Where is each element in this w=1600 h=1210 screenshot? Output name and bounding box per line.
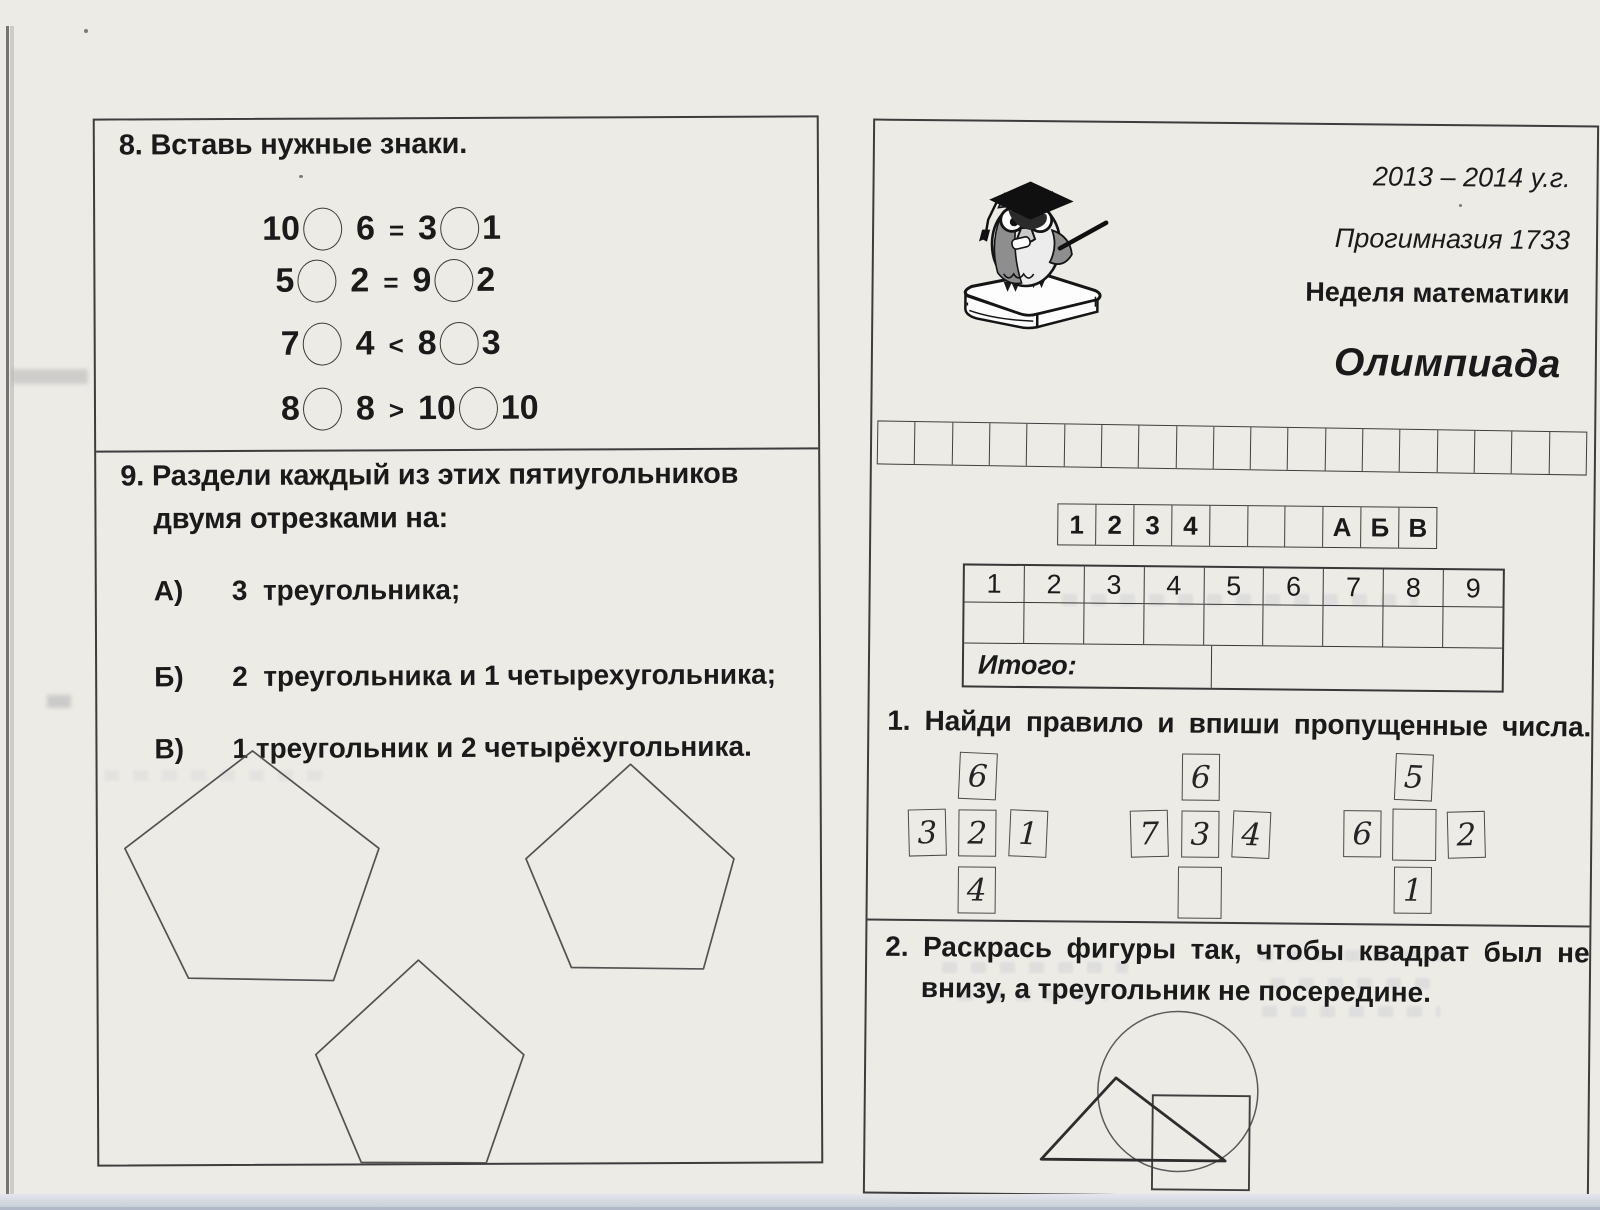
option-text: 3 треугольника; xyxy=(231,573,461,606)
score-column-header: 6 xyxy=(1263,568,1323,605)
tasks-legend-row xyxy=(1057,503,1437,549)
legend-cell: Б xyxy=(1360,507,1398,547)
pentagon-3[interactable] xyxy=(315,960,524,1164)
equation-number: 2 xyxy=(476,260,496,299)
score-cell[interactable] xyxy=(1083,604,1143,645)
answer-strip-cell[interactable] xyxy=(951,423,989,466)
answer-strip-cell[interactable] xyxy=(1138,426,1176,469)
equation-number: 6 xyxy=(355,209,376,248)
score-column-header: 9 xyxy=(1443,570,1503,607)
legend-cell: 4 xyxy=(1171,505,1209,545)
answer-strip-cell[interactable] xyxy=(1175,426,1213,469)
score-cell[interactable] xyxy=(1442,607,1502,648)
sign-placeholder-circle[interactable] xyxy=(440,206,479,249)
task8-heading: 8. Вставь нужные знаки. xyxy=(118,127,468,162)
task9-option-v xyxy=(154,731,751,766)
score-cell[interactable] xyxy=(1382,606,1442,647)
answer-strip-cell[interactable] xyxy=(1213,427,1251,470)
school-year: 2013 – 2014 у.г. xyxy=(1372,161,1571,194)
equation-number: 4 xyxy=(355,324,375,363)
cross3-right-box: 2 xyxy=(1447,811,1486,859)
sign-placeholder-circle[interactable] xyxy=(440,321,479,364)
cross1-middle-box: 2 xyxy=(958,809,996,856)
task9-option-a xyxy=(154,574,461,607)
cross2-middle-box: 3 xyxy=(1181,811,1219,858)
score-column-header: 5 xyxy=(1203,568,1263,605)
score-column-header: 3 xyxy=(1083,567,1143,604)
equation-number: 3 xyxy=(418,209,438,248)
score-values-row xyxy=(964,601,1502,647)
cross1-right-box: 1 xyxy=(1008,809,1048,858)
answer-strip-cell[interactable] xyxy=(1063,424,1101,467)
circle-shape[interactable] xyxy=(1097,1011,1259,1173)
task1-heading: 1. Найди правило и впиши пропущенные числа. xyxy=(887,704,1592,743)
sign-placeholder-circle[interactable] xyxy=(303,207,342,250)
pentagon-1[interactable] xyxy=(124,750,379,981)
answer-strip-cell[interactable] xyxy=(1324,428,1362,471)
equation-number: 7 xyxy=(280,324,300,363)
option-label: Б) xyxy=(154,661,184,693)
sign-placeholder-circle[interactable] xyxy=(303,322,342,365)
cross3-middle-box-empty[interactable] xyxy=(1392,809,1436,861)
cross2-top-box: 6 xyxy=(1182,754,1220,801)
legend-cell: В xyxy=(1398,508,1436,548)
answer-strip-cell[interactable] xyxy=(914,422,952,465)
score-header-row xyxy=(965,565,1503,606)
score-total-row xyxy=(964,642,1502,690)
answer-strip-cell[interactable] xyxy=(1101,425,1139,468)
option-label: В) xyxy=(154,733,185,765)
cross1-top-box: 6 xyxy=(958,752,998,801)
section-divider xyxy=(96,447,818,452)
equation-row xyxy=(281,320,501,367)
score-cell[interactable] xyxy=(1263,605,1323,646)
pentagon-2[interactable] xyxy=(526,764,735,970)
cross1-bottom-box: 4 xyxy=(958,866,996,913)
option-text: 2 треугольника и 1 четырехугольника; xyxy=(232,658,777,692)
equation-number: 1 xyxy=(481,208,502,247)
answer-strip-cell[interactable] xyxy=(1362,429,1400,472)
equation-number: 3 xyxy=(481,323,501,362)
cross3-left-box: 6 xyxy=(1343,810,1381,857)
equation-number: 5 xyxy=(275,261,295,300)
sign-placeholder-circle[interactable] xyxy=(459,386,498,429)
task9-heading-line1: 9. Раздели каждый из этих пятиугольников xyxy=(120,457,739,493)
score-column-header: 1 xyxy=(986,568,1002,599)
answer-strip-cell[interactable] xyxy=(1436,430,1474,473)
worksheet-page-left xyxy=(93,115,824,1166)
option-text: 1 треугольник и 2 четырёхугольника. xyxy=(232,730,752,764)
answer-strip-cell[interactable] xyxy=(1250,427,1288,470)
comparator-sign: = xyxy=(383,266,399,297)
score-column-header: 8 xyxy=(1383,569,1443,606)
equation-number: 8 xyxy=(280,389,300,428)
comparator-sign: > xyxy=(388,394,405,425)
task9-heading-line2: двумя отрезками на: xyxy=(153,502,449,536)
cross2-left-box: 7 xyxy=(1130,810,1169,858)
paper-edge-shadow xyxy=(10,26,14,1210)
answer-strip-cell[interactable] xyxy=(1399,430,1437,473)
equation-number: 10 xyxy=(262,209,301,248)
answer-strip-cell[interactable] xyxy=(1026,424,1064,467)
answer-strip-cell[interactable] xyxy=(1287,428,1325,471)
score-cell[interactable] xyxy=(1203,605,1263,646)
page-title: Олимпиада xyxy=(1333,340,1562,387)
option-label: А) xyxy=(153,575,184,607)
comparator-sign: = xyxy=(388,214,405,245)
worksheet-page-right xyxy=(863,119,1599,1201)
answer-strip-cell[interactable] xyxy=(1474,431,1512,474)
equation-row xyxy=(262,205,501,252)
equation-row xyxy=(281,385,539,432)
equation-number: 10 xyxy=(500,388,539,427)
task2-heading-line2: внизу, а треугольник не посередине. xyxy=(920,972,1432,1008)
scan-bottom-band xyxy=(0,1194,1600,1210)
legend-cell: 1 xyxy=(1069,508,1085,540)
paper-edge-line xyxy=(6,26,9,1210)
cross3-bottom-box: 1 xyxy=(1394,867,1432,914)
comparator-sign: < xyxy=(388,329,404,360)
score-column-header: 2 xyxy=(1023,566,1083,603)
total-value-cell[interactable] xyxy=(1211,646,1502,691)
score-column-header: 7 xyxy=(1323,569,1383,606)
triangle-shape[interactable] xyxy=(1041,1077,1226,1161)
cross3-top-box: 5 xyxy=(1394,753,1434,802)
equation-number: 8 xyxy=(355,389,375,428)
sign-placeholder-circle[interactable] xyxy=(303,387,342,430)
cross1-left-box: 3 xyxy=(908,809,947,857)
score-cell[interactable] xyxy=(964,602,1023,643)
score-table xyxy=(962,563,1505,692)
scan-speck xyxy=(84,29,88,33)
score-cell[interactable] xyxy=(1023,603,1083,644)
sign-placeholder-circle[interactable] xyxy=(434,258,473,301)
answer-strip-cell[interactable] xyxy=(989,423,1027,466)
name-answer-strip xyxy=(877,420,1588,475)
legend-cell: 2 xyxy=(1095,505,1133,545)
legend-cell-empty[interactable] xyxy=(1247,506,1285,546)
pointer-stick xyxy=(1060,222,1106,248)
owl-graduate-icon xyxy=(945,177,1115,347)
scan-smudge xyxy=(47,695,71,708)
score-cell[interactable] xyxy=(1143,604,1203,645)
cross2-bottom-box-empty[interactable] xyxy=(1178,867,1222,919)
legend-cell-empty[interactable] xyxy=(1285,507,1323,547)
total-label: Итого: xyxy=(977,649,1077,681)
cross2-right-box: 4 xyxy=(1231,810,1271,859)
answer-strip-cell[interactable] xyxy=(1548,432,1586,475)
legend-cell-empty[interactable] xyxy=(1209,506,1247,546)
school-name: Прогимназия 1733 xyxy=(1334,222,1571,256)
equation-number: 2 xyxy=(350,261,370,300)
sign-placeholder-circle[interactable] xyxy=(297,259,336,302)
task2-heading-line1: 2. Раскрась фигуры так, чтобы квадрат был не xyxy=(885,930,1590,969)
task9-option-b xyxy=(154,659,776,694)
equation-row xyxy=(275,257,495,304)
square-shape[interactable] xyxy=(1152,1095,1250,1190)
event-name: Неделя математики xyxy=(1305,276,1570,310)
score-column-header: 4 xyxy=(1143,567,1203,604)
legend-cell: 3 xyxy=(1133,505,1171,545)
scan-smudge xyxy=(12,369,88,384)
answer-strip-cell[interactable] xyxy=(878,421,915,464)
section-divider xyxy=(867,919,1589,928)
score-cell[interactable] xyxy=(1322,606,1382,647)
equation-number: 8 xyxy=(417,324,437,363)
equation-number: 9 xyxy=(412,261,432,300)
equation-number: 10 xyxy=(417,389,456,428)
legend-cell: А xyxy=(1322,507,1360,547)
answer-strip-cell[interactable] xyxy=(1511,431,1549,474)
